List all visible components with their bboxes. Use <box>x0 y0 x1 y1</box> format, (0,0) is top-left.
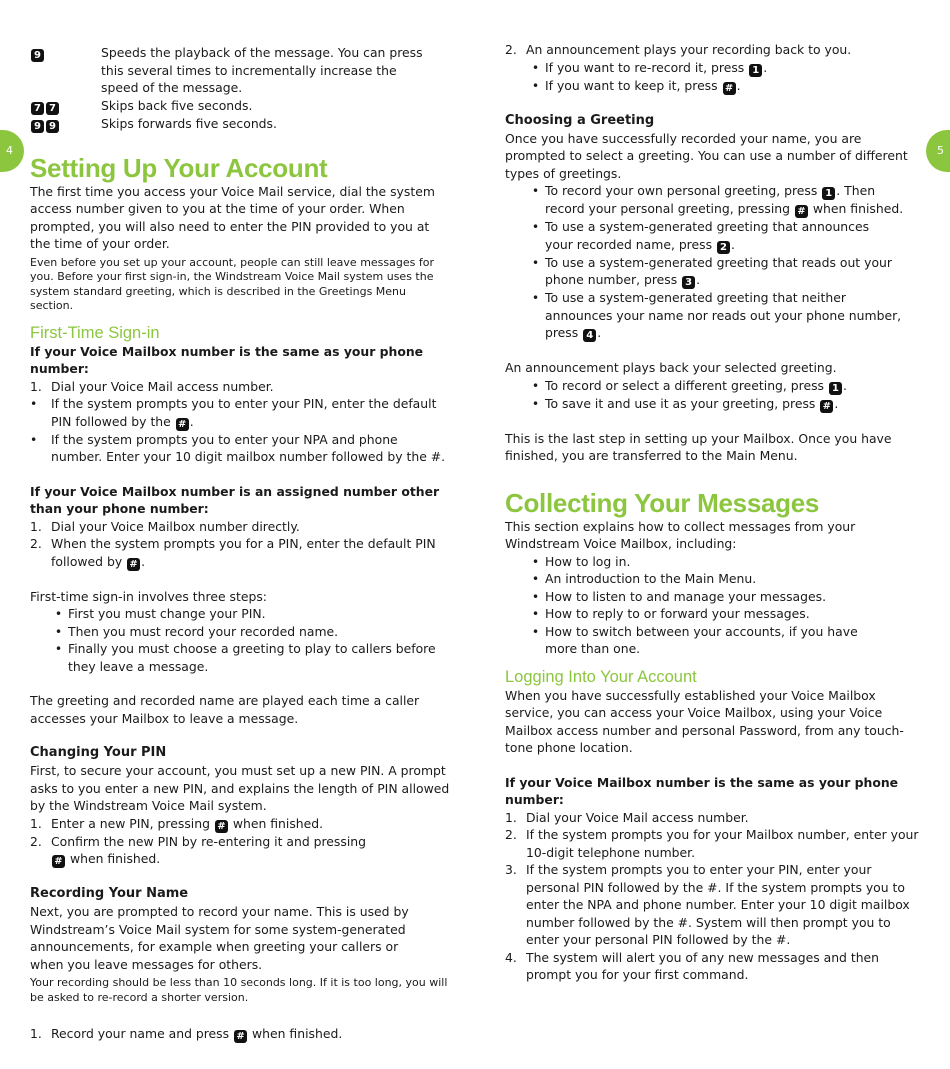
key-1-icon: 1 <box>829 382 842 395</box>
list-item: • If you want to re-record it, press 1 . <box>531 59 768 76</box>
greeting-heading: Choosing a Greeting <box>505 112 655 128</box>
key-cell <box>30 115 101 133</box>
collect-list <box>505 553 923 658</box>
key-9-icon: 9 <box>31 120 44 133</box>
key-desc: Speeds the playback of the message. You can press this several times to incrementally increase the speed of the message. <box>101 45 423 95</box>
hash-key-icon: # <box>820 400 833 413</box>
list-item: • How to switch between your accounts, if you have more than one. <box>531 623 858 656</box>
list-item: • To use a system-generated greeting that reads out your phone number, press 3 . <box>531 254 892 288</box>
selected-options <box>505 377 923 413</box>
key-desc: Skips forwards five seconds. <box>101 115 277 131</box>
list-item: • To record or select a different greeting, press 1 . <box>531 377 847 394</box>
list-item: • How to reply to or forward your messages. <box>531 606 810 621</box>
list-item: 3. If the system prompts you to enter your PIN, enter your personal PIN followed by the #. If the system prompts you to enter the NPA and phone number. Enter your 10 digit mailbox number followed by the #. System will then prompt you to enter your personal PIN followed by the #. <box>505 862 910 947</box>
list-item: 2. If the system prompts you for your Mailbox number, enter your 10-digit telephone number. <box>505 827 919 860</box>
same-number-heading: If your Voice Mailbox number is the same as your phone number: <box>30 343 424 376</box>
hash-key-icon: # <box>215 820 228 833</box>
setup-intro: The first time you access your Voice Mail service, dial the system access number given to you at the time of your order. When prompted, you will also need to enter the PIN provided to you at the time of your order. <box>30 183 435 251</box>
last-step: This is the last step in setting up your Mailbox. Once you have finished, you are transferred to the Main Menu. <box>505 430 892 463</box>
steps-intro: First-time sign-in involves three steps: <box>30 588 267 604</box>
list-item: • If you want to keep it, press # . <box>531 77 741 94</box>
key-cell <box>30 44 101 97</box>
list-item: • How to listen to and manage your messages. <box>531 588 827 604</box>
announce-options <box>505 59 923 95</box>
list-item: 1. Enter a new PIN, pressing # when finished. <box>30 815 324 832</box>
greeting-intro: Once you have successfully recorded your name, you are prompted to select a greeting. You can use a number of different types of greetings. <box>505 130 908 181</box>
page-tab-right <box>926 130 950 172</box>
list-item: 1. Dial your Voice Mailbox number directly. <box>30 518 300 534</box>
hash-key-icon: # <box>176 418 189 431</box>
key-1-icon: 1 <box>749 64 762 77</box>
hash-key-icon: # <box>52 855 65 868</box>
key-9-icon: 9 <box>46 120 59 133</box>
key-cell <box>30 97 101 115</box>
page-number-left: 4 <box>6 144 13 157</box>
selected-intro: An announcement plays back your selected greeting. <box>505 360 837 375</box>
key-1-icon: 1 <box>822 187 835 200</box>
greeting-played: The greeting and recorded name are played each time a caller accesses your Mailbox to leave a message. <box>30 693 420 726</box>
collect-title: Collecting Your Messages <box>505 487 820 518</box>
list-item: • If the system prompts you to enter your PIN, enter the default PIN followed by the # . <box>30 396 437 430</box>
list-item: • Then you must record your recorded name. <box>54 623 339 639</box>
name-intro: Next, you are prompted to record your name. This is used by Windstream’s Voice Mail system for some system-generated announcements, for example when greeting your callers or when you leave messages for others. <box>30 904 409 972</box>
key-4-icon: 4 <box>583 329 596 342</box>
key-table <box>30 44 450 133</box>
list-item: 2. An announcement plays your recording back to you. <box>505 42 852 57</box>
key-2-icon: 2 <box>717 241 730 254</box>
hash-key-icon: # <box>234 1030 247 1043</box>
key-7-icon: 7 <box>46 102 59 115</box>
list-item: 1. Record your name and press # when finished. <box>30 1026 343 1042</box>
greeting-options <box>505 182 923 342</box>
setup-title: Setting Up Your Account <box>30 152 328 183</box>
right-column <box>505 41 923 984</box>
list-item: • An introduction to the Main Menu. <box>531 571 757 586</box>
name-note: Your recording should be less than 10 seconds long. If it is too long, you will be asked to re-record a shorter version. <box>30 976 448 1004</box>
login-same-heading: If your Voice Mailbox number is the same as your phone number: <box>505 774 899 807</box>
hash-key-icon: # <box>795 205 808 218</box>
list-item: • First you must change your PIN. <box>54 606 266 621</box>
steps-list <box>30 605 450 675</box>
first-time-heading: First-Time Sign-in <box>30 323 160 342</box>
pin-heading: Changing Your PIN <box>30 745 167 760</box>
left-column <box>30 44 450 1043</box>
pin-intro: First, to secure your account, you must set up a new PIN. A prompt asks to you enter a new PIN, and explains the length of PIN allowed by the Windstream Voice Mail system. <box>30 763 450 813</box>
page-tab-left <box>0 130 24 172</box>
hash-key-icon: # <box>723 82 736 95</box>
list-item: • To use a system-generated greeting that neither announces your name nor reads out your phone number, press 4 . <box>531 290 902 341</box>
key-7-icon: 7 <box>31 102 44 115</box>
key-3-icon: 3 <box>682 276 695 289</box>
list-item: • Finally you must choose a greeting to play to callers before they leave a message. <box>54 641 436 674</box>
setup-note: Even before you set up your account, people can still leave messages for you. Before your first sign-in, the Windstream Voice Mail system uses the system standard greeting, which is described in the Greetings Menu section. <box>30 255 434 312</box>
key-desc: Skips back five seconds. <box>101 97 253 113</box>
assigned-heading: If your Voice Mailbox number is an assigned number other than your phone number: <box>30 483 440 516</box>
key-row <box>30 44 450 97</box>
hash-key-icon: # <box>127 558 140 571</box>
key-row <box>30 115 450 133</box>
list-item: • If the system prompts you to enter your NPA and phone number. Enter your 10 digit mailbox number followed by the #. <box>30 431 446 464</box>
page-number-right: 5 <box>937 144 944 157</box>
list-item: • To use a system-generated greeting that announces your recorded name, press 2 . <box>531 219 870 253</box>
login-intro: When you have successfully established your Voice Mailbox service, you can access your Voice Mailbox, using your Voice Mailbox access number and personal Password, from any touch-tone phone location. <box>505 687 904 755</box>
list-item: 1. Dial your Voice Mail access number. <box>30 378 274 394</box>
list-item: • How to log in. <box>531 553 631 569</box>
list-item: 4. The system will alert you of any new messages and then prompt you for your first command. <box>505 949 880 982</box>
list-item: 2. Confirm the new PIN by re-entering it and pressing # when finished. <box>30 833 367 867</box>
list-item: • To save it and use it as your greeting, press # . <box>531 395 839 412</box>
name-heading: Recording Your Name <box>30 886 189 901</box>
list-item: • To record your own personal greeting, press 1 . Then record your personal greeting, pressing # when finished. <box>531 183 904 217</box>
list-item: 2. When the system prompts you for a PIN, enter the default PIN followed by # . <box>30 536 436 570</box>
collect-intro: This section explains how to collect messages from your Windstream Voice Mailbox, including: <box>505 518 856 551</box>
login-heading: Logging Into Your Account <box>505 667 697 686</box>
key-9-icon: 9 <box>31 49 44 62</box>
list-item: 1. Dial your Voice Mail access number. <box>505 809 749 825</box>
key-row <box>30 97 450 115</box>
